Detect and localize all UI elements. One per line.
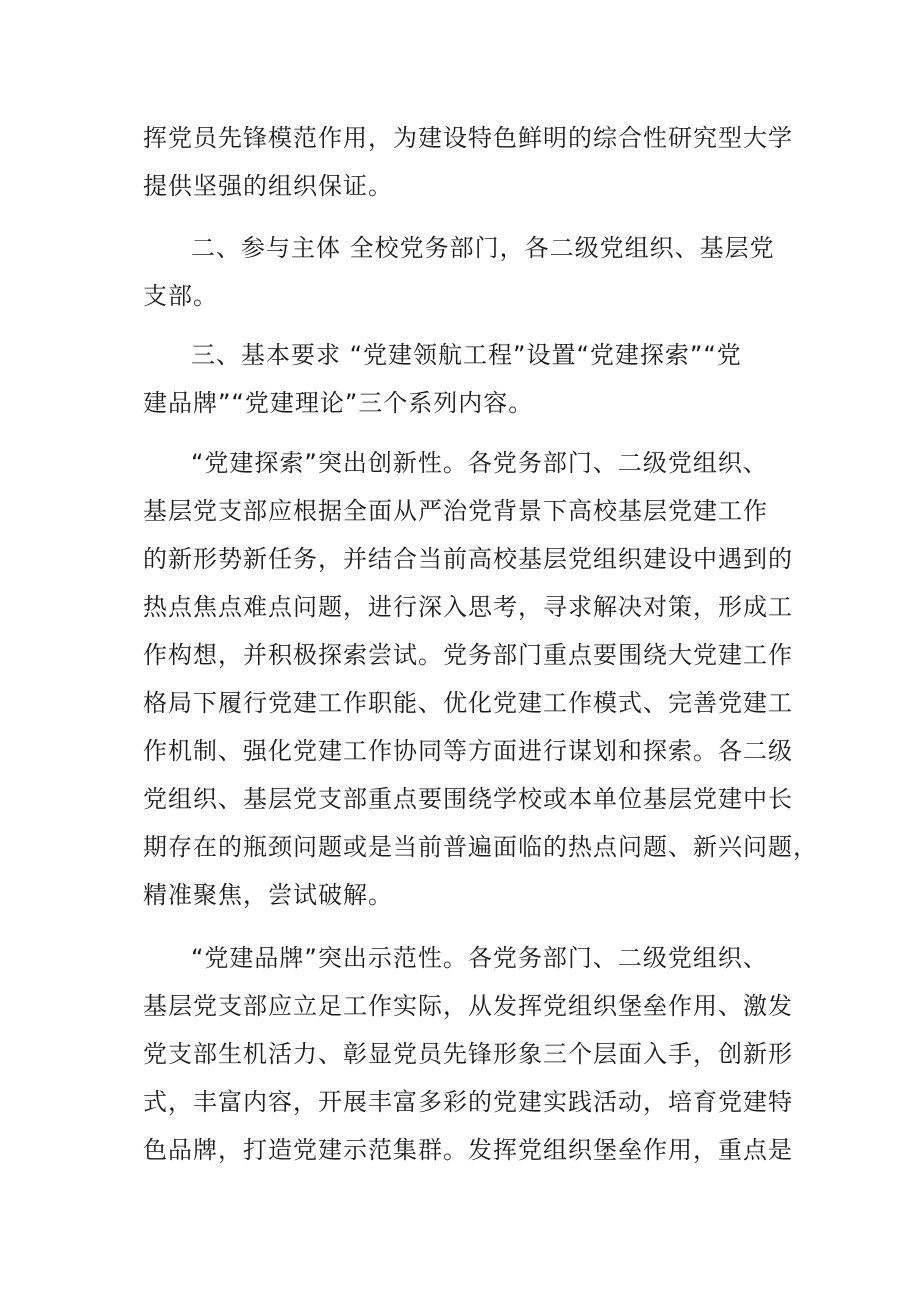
text-line: 热点焦点难点问题，进行深入思考，寻求解决对策，形成工 (143, 593, 793, 621)
section-two-paragraph (143, 224, 783, 320)
text-line: 色品牌，打造党建示范集群。发挥党组织堡垒作用，重点是 (143, 1136, 793, 1164)
text-line: 提供坚强的组织保证。 (143, 172, 393, 200)
text-line: 党支部生机活力、彰显党员先锋形象三个层面入手，创新形 (143, 1040, 793, 1068)
section-heading-line: 二、参与主体 全校党务部门，各二级党组织、基层党 (191, 234, 775, 262)
text-line: 作构想，并积极探索尝试。党务部门重点要围绕大党建工作 (143, 641, 793, 669)
text-line: “党建品牌”突出示范性。各党务部门、二级党组织、 (191, 944, 768, 972)
text-line: 支部。 (143, 282, 218, 310)
section-heading-line: 三、基本要求 “党建领航工程”设置“党建探索”“党 (191, 341, 742, 369)
text-line: 作机制、强化党建工作协同等方面进行谋划和探索。各二级 (143, 737, 793, 765)
section-three-paragraph (143, 331, 783, 427)
text-line: “党建探索”突出创新性。各党务部门、二级党组织、 (191, 449, 768, 477)
text-line: 精准聚焦，尝试破解。 (143, 881, 393, 909)
text-line: 挥党员先锋模范作用，为建设特色鲜明的综合性研究型大学 (143, 124, 793, 152)
brand-paragraph (143, 934, 793, 1174)
text-line: 基层党支部应立足工作实际，从发挥党组织堡垒作用、激发 (143, 992, 793, 1020)
text-line: 格局下履行党建工作职能、优化党建工作模式、完善党建工 (143, 689, 793, 717)
text-line: 期存在的瓶颈问题或是当前普遍面临的热点问题、新兴问题， (143, 833, 818, 861)
intro-paragraph (143, 114, 793, 210)
exploration-paragraph (143, 439, 818, 919)
text-line: 的新形势新任务，并结合当前高校基层党组织建设中遇到的 (143, 545, 793, 573)
text-line: 式，丰富内容，开展丰富多彩的党建实践活动，培育党建特 (143, 1088, 793, 1116)
text-line: 基层党支部应根据全面从严治党背景下高校基层党建工作 (143, 497, 768, 525)
text-line: 建品牌”“党建理论”三个系列内容。 (143, 389, 534, 417)
text-line: 党组织、基层党支部重点要围绕学校或本单位基层党建中长 (143, 785, 793, 813)
